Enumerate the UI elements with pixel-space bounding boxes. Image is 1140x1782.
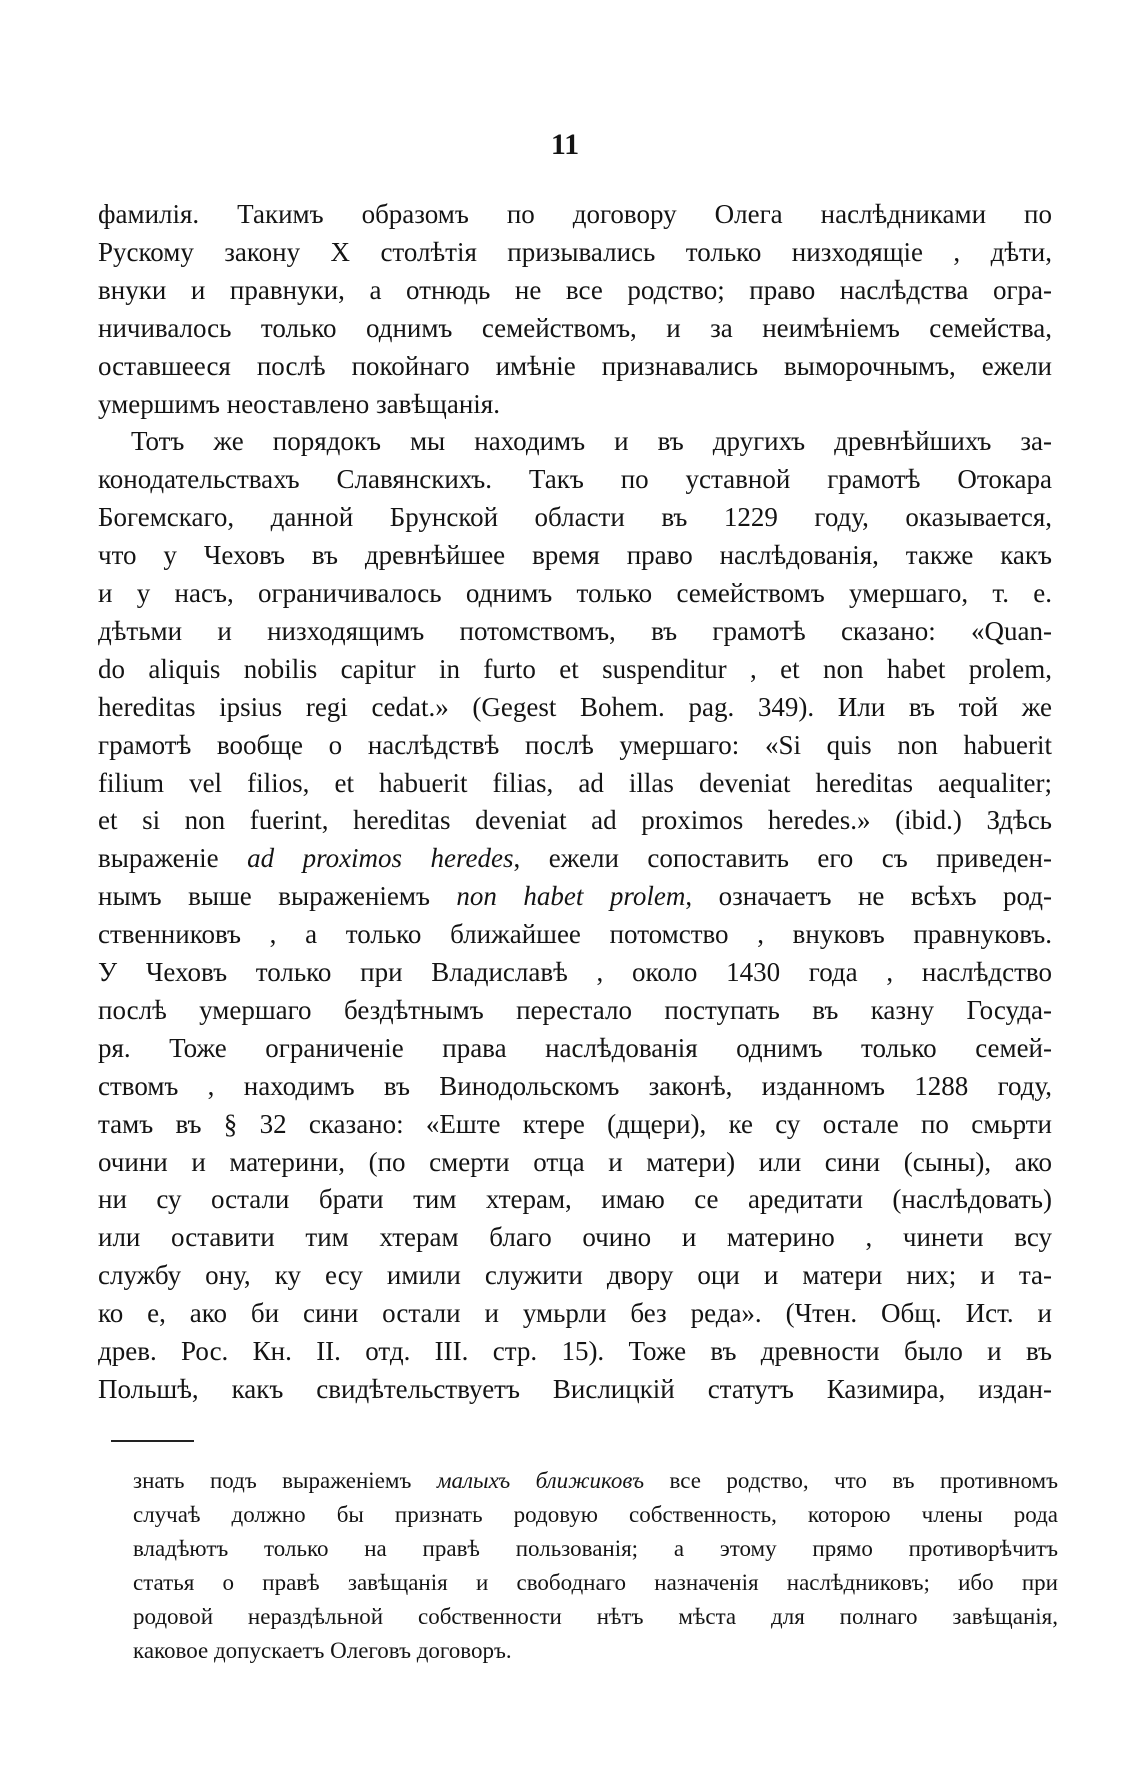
main-line xyxy=(98,652,1052,686)
main-line xyxy=(98,766,1052,800)
main-line xyxy=(98,1334,1052,1368)
main-line xyxy=(98,311,1052,345)
text-segment: ствомъ , находимъ въ Винодольскомъ законѣ, изданномъ 1288 году, xyxy=(98,1070,1052,1101)
text-segment: умершимъ неоставлено завѣщанія. xyxy=(98,388,500,419)
main-line xyxy=(98,1145,1052,1179)
main-line xyxy=(98,387,1052,421)
main-line xyxy=(98,1031,1052,1065)
footnote-line xyxy=(133,1568,1058,1598)
italic-text: ad proximos heredes xyxy=(247,843,514,874)
main-line xyxy=(98,273,1052,307)
text-segment: или оставити тим хтерам благо очино и материно , чинети всу xyxy=(98,1222,1052,1253)
text-segment: конодательствахъ Славянскихъ. Такъ по уставной грамотѣ Отокара xyxy=(98,464,1052,495)
footnote-rule xyxy=(111,1440,194,1442)
main-line xyxy=(98,1372,1052,1406)
main-line xyxy=(131,424,1052,458)
text-segment: ни су остали брати тим хтерам, имаю се аредитати (наслѣдовать) xyxy=(98,1184,1052,1215)
main-line xyxy=(98,1182,1052,1216)
footnote-line xyxy=(133,1534,1058,1564)
text-segment: У Чеховъ только при Владиславѣ , около 1430 года , наслѣдство xyxy=(98,957,1052,987)
text-segment: каковое допускаетъ Олеговъ договоръ. xyxy=(133,1638,512,1663)
text-segment: ственниковъ , а только ближайшее потомство , внуковъ правнуковъ. xyxy=(98,919,1052,950)
text-segment: знать подъ выраженіемъ xyxy=(133,1468,437,1493)
page-number: 11 xyxy=(550,128,580,161)
main-line xyxy=(98,1069,1052,1103)
text-segment: древ. Рос. Кн. II. отд. III. стр. 15). Тоже въ древности было и въ xyxy=(98,1336,1052,1366)
text-segment: все родство, что въ противномъ xyxy=(644,1468,1059,1493)
text-segment: статья о правѣ завѣщанія и свободнаго назначенія наслѣдниковъ; ибо при xyxy=(133,1570,1058,1595)
main-line xyxy=(98,803,1052,837)
main-line xyxy=(98,993,1052,1027)
text-segment: ничивалось только однимъ семействомъ, и за неимѣніемъ семейства, xyxy=(98,312,1052,343)
text-segment: фамилія. Такимъ образомъ по договору Олега наслѣдниками по xyxy=(98,199,1052,229)
main-line xyxy=(98,1296,1052,1330)
main-line xyxy=(98,728,1052,762)
text-segment: тамъ въ § 32 сказано: «Еште ктере (дщери), ке су остале по смьрти xyxy=(98,1108,1052,1139)
text-segment: случаѣ должно бы признать родовую собственность, которою члены рода xyxy=(133,1502,1058,1527)
main-line xyxy=(98,1107,1052,1141)
text-segment: hereditas ipsius regi cedat.» (Gegest Bohem. pag. 349). Или въ той же xyxy=(98,691,1052,722)
text-segment: очини и материни, (по смерти отца и матери) или сини (сыны), ако xyxy=(98,1146,1052,1177)
text-segment: выраженіе xyxy=(98,843,248,874)
text-segment: , ежели сопоставить его съ приведен- xyxy=(513,843,1052,874)
text-segment: и у насъ, ограничивалось однимъ только семействомъ умершаго, т. е. xyxy=(98,578,1052,608)
text-segment: грамотѣ вообще о наслѣдствѣ послѣ умершаго: «Si quis non habuerit xyxy=(98,729,1052,760)
text-segment: et si non fuerint, hereditas deveniat ad proximos heredes.» (ibid.) Здѣсь xyxy=(98,805,1052,836)
text-segment: ко е, ако би сини остали и умьрли без реда». (Чтен. Общ. Ист. и xyxy=(98,1298,1052,1329)
main-line xyxy=(98,917,1052,951)
text-segment: filium vel filios, et habuerit filias, ad illas deveniat hereditas aequaliter; xyxy=(98,767,1052,798)
main-line xyxy=(98,690,1052,724)
text-segment: Тотъ же порядокъ мы находимъ и въ другихъ древнѣйшихъ за- xyxy=(131,426,1052,457)
footnote-line xyxy=(133,1500,1058,1530)
italic-text: малыхъ ближиковъ xyxy=(436,1468,645,1493)
text-segment: дѣтьми и низходящимъ потомствомъ, въ грамотѣ сказано: «Quan- xyxy=(98,615,1052,646)
main-line xyxy=(98,1220,1052,1254)
text-segment: службу ону, ку есу имили служити двору оци и матери них; и та- xyxy=(98,1260,1052,1291)
text-segment: Рускому закону X столѣтія призывались только низходящіе , дѣти, xyxy=(98,236,1052,267)
text-segment: что у Чеховъ въ древнѣйшее время право наслѣдованія, также какъ xyxy=(98,540,1052,571)
main-line xyxy=(98,235,1052,269)
text-segment: do aliquis nobilis capitur in furto et suspenditur , et non habet prolem, xyxy=(98,653,1052,684)
main-line xyxy=(98,500,1052,534)
main-line xyxy=(98,349,1052,383)
text-segment: нымъ выше выраженіемъ xyxy=(98,881,457,912)
main-line xyxy=(98,576,1052,610)
text-segment: родовой нераздѣльной собственности нѣтъ мѣста для полнаго завѣщанія, xyxy=(133,1604,1058,1629)
main-line xyxy=(98,879,1052,913)
text-segment: внуки и правнуки, а отнюдь не все родство; право наслѣдства огра- xyxy=(98,274,1052,305)
text-segment: послѣ умершаго бездѣтнымъ перестало поступать въ казну Госуда- xyxy=(98,994,1052,1025)
main-line xyxy=(98,197,1052,231)
text-segment: , означаетъ не всѣхъ род- xyxy=(685,881,1052,912)
text-segment: Богемскаго, данной Брунской области въ 1229 году, оказывается, xyxy=(98,502,1052,533)
main-line xyxy=(98,955,1052,989)
footnote-line xyxy=(133,1466,1058,1496)
text-segment: оставшееся послѣ покойнаго имѣніе признавались выморочнымъ, ежели xyxy=(98,350,1052,381)
main-line xyxy=(98,1258,1052,1292)
main-line xyxy=(98,614,1052,648)
main-line xyxy=(98,462,1052,496)
footnote-line xyxy=(133,1602,1058,1632)
text-segment: владѣютъ только на правѣ пользованія; а этому прямо противорѣчитъ xyxy=(133,1536,1058,1561)
main-line xyxy=(98,841,1052,875)
text-segment: Польшѣ, какъ свидѣтельствуетъ Вислицкій статутъ Казимира, издан- xyxy=(98,1373,1052,1404)
footnote-line xyxy=(133,1636,1058,1666)
main-line xyxy=(98,538,1052,572)
text-segment: ря. Тоже ограниченіе права наслѣдованія однимъ только семей- xyxy=(98,1032,1052,1063)
italic-text: non habet prolem xyxy=(456,881,686,912)
